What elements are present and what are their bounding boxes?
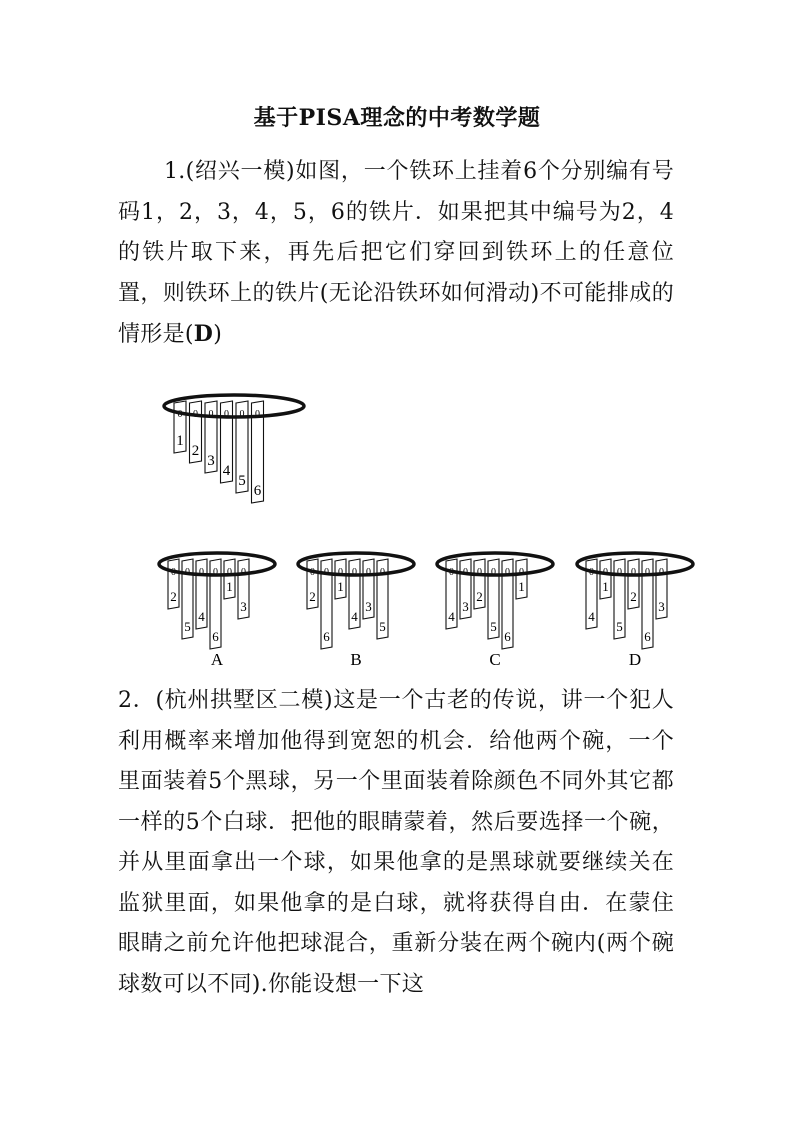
tag-number: 3 <box>207 453 215 469</box>
tag-hole-mark: 0 <box>491 567 496 578</box>
tag-number: 2 <box>170 589 177 604</box>
tag-hole-mark: 0 <box>224 409 229 420</box>
option-d-tag-1 <box>600 559 611 599</box>
option-a-tag-2 <box>168 559 179 609</box>
tag-hole-mark: 0 <box>463 567 468 578</box>
tag-hole-mark: 0 <box>366 567 371 578</box>
page-title: 基于PISA理念的中考数学题 <box>253 105 541 131</box>
tag-hole-mark: 0 <box>519 567 524 578</box>
tag-hole-mark: 0 <box>324 567 329 578</box>
option-c-tag-5 <box>488 559 499 639</box>
tag-number: 3 <box>240 599 247 614</box>
option-d-label: D <box>628 650 642 669</box>
option-b-label: B <box>350 650 362 669</box>
option-d-tag-3 <box>656 559 667 619</box>
option-a-label: A <box>210 650 224 669</box>
tag-hole-mark: 0 <box>171 567 176 578</box>
tag-hole-mark: 0 <box>255 409 260 420</box>
main-tag-3 <box>205 401 217 473</box>
tag-hole-mark: 0 <box>213 567 218 578</box>
tag-hole-mark: 0 <box>208 409 214 420</box>
tag-number: 1 <box>518 579 525 594</box>
tag-hole-mark: 0 <box>380 567 385 578</box>
option-a-tag-3 <box>238 559 249 619</box>
tag-hole-mark: 0 <box>310 567 315 578</box>
tag-number: 1 <box>337 579 344 594</box>
option-d-figure <box>577 553 693 669</box>
tag-hole-mark: 0 <box>477 567 482 578</box>
option-c-tag-3 <box>460 559 471 619</box>
option-b-tag-3 <box>363 559 374 619</box>
tag-number: 6 <box>644 629 651 644</box>
option-b-tag-4 <box>349 559 360 629</box>
option-c-figure <box>437 553 553 669</box>
tag-hole-mark: 0 <box>617 567 622 578</box>
option-d-tag-5 <box>614 559 625 639</box>
main-tag-1 <box>174 401 186 453</box>
tag-number: 6 <box>323 629 330 644</box>
tag-number: 5 <box>184 619 191 634</box>
tag-number: 4 <box>198 609 205 624</box>
tag-hole-mark: 0 <box>631 567 636 578</box>
tag-hole-mark: 0 <box>645 567 650 578</box>
option-b-tag-1 <box>335 559 346 599</box>
tag-hole-mark: 0 <box>177 409 183 420</box>
main-tag-5 <box>236 401 248 493</box>
tag-hole-mark: 0 <box>227 567 232 578</box>
tag-number: 6 <box>504 629 511 644</box>
option-a-figure <box>159 553 275 669</box>
tag-number: 6 <box>212 629 219 644</box>
tag-hole-mark: 0 <box>239 409 245 420</box>
tag-number: 4 <box>222 463 231 479</box>
tag-hole-mark: 0 <box>185 567 190 578</box>
tag-number: 5 <box>379 619 386 634</box>
option-b-tag-2 <box>307 559 318 609</box>
tag-hole-mark: 0 <box>449 567 454 578</box>
option-a-tag-6 <box>210 559 221 649</box>
tag-hole-mark: 0 <box>241 567 246 578</box>
tag-number: 6 <box>253 483 262 499</box>
tag-number: 2 <box>476 589 483 604</box>
option-c-label: C <box>489 650 501 669</box>
tag-number: 2 <box>630 589 637 604</box>
tag-number: 5 <box>238 473 246 489</box>
main-tag-4 <box>221 401 233 483</box>
tag-hole-mark: 0 <box>193 409 198 420</box>
tag-hole-mark: 0 <box>352 567 357 578</box>
tag-hole-mark: 0 <box>505 567 510 578</box>
tag-number: 1 <box>226 579 233 594</box>
tag-number: 4 <box>588 609 595 624</box>
option-c-tag-1 <box>516 559 527 599</box>
option-a-tag-1 <box>224 559 235 599</box>
tag-number: 5 <box>616 619 623 634</box>
tag-hole-mark: 0 <box>589 567 594 578</box>
option-d-tag-2 <box>628 559 639 609</box>
option-b-figure <box>298 553 414 669</box>
option-a-tag-4 <box>196 559 207 629</box>
tag-hole-mark: 0 <box>603 567 608 578</box>
question-1-answer: D <box>193 321 214 347</box>
tag-number: 4 <box>351 609 358 624</box>
tag-number: 1 <box>602 579 609 594</box>
question-2: 2．(杭州拱墅区二模)这是一个古老的传说，讲一个犯人利用概率来增加他得到宽恕的机会．给他两个碗，一个里面装着5个黑球，另一个里面装着除颜色不同外其它都一样的5个白球．把他的眼睛蒙着，然后要选择一个碗，并从里面拿出一个球，如果他拿的是黑球就要继续关在监狱里面，如果他拿的是白球，就将获得自由．在蒙住眼睛之前允许他把球混合，重新分装在两个碗内(两个碗球数可以不同).你能设想一下这 <box>118 688 674 997</box>
tag-number: 4 <box>448 609 455 624</box>
option-d-tag-6 <box>642 559 653 649</box>
option-c-tag-2 <box>474 559 485 609</box>
tag-number: 1 <box>176 433 184 449</box>
main-tag-2 <box>190 401 202 463</box>
option-c-tag-6 <box>502 559 513 649</box>
tag-hole-mark: 0 <box>338 567 343 578</box>
question-1-close: ) <box>213 322 223 347</box>
option-a-tag-5 <box>182 559 193 639</box>
option-b-tag-5 <box>377 559 388 639</box>
tag-number: 3 <box>365 599 372 614</box>
tag-hole-mark: 0 <box>659 567 664 578</box>
main-ring-figure <box>164 395 304 503</box>
question-1-text: 1.(绍兴一模)如图，一个铁环上挂着6个分别编有号码1，2，3，4，5，6的铁片．如果把其中编号为2，4的铁片取下来，再先后把它们穿回到铁环上的任意位置，则铁环上的铁片(无论沿铁环如何滑动)不可能排成的情形是( <box>118 159 674 347</box>
tag-hole-mark: 0 <box>199 567 204 578</box>
tag-number: 2 <box>191 443 200 459</box>
tag-number: 5 <box>490 619 497 634</box>
tag-number: 3 <box>658 599 665 614</box>
tag-number: 3 <box>462 599 469 614</box>
tag-number: 2 <box>309 589 316 604</box>
